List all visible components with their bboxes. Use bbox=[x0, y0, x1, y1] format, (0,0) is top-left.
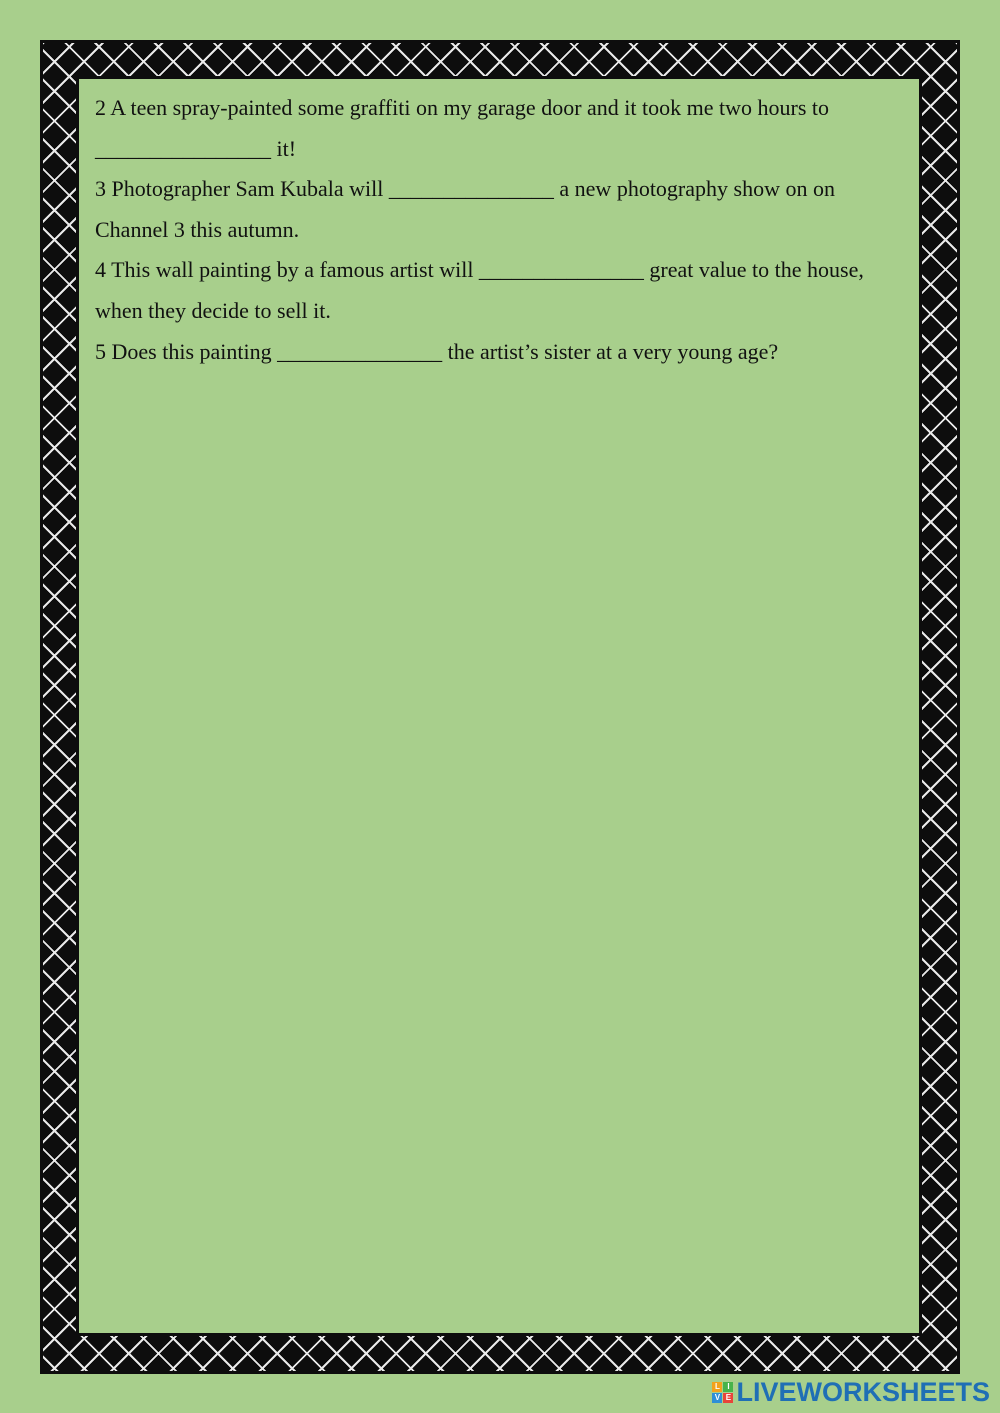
question-3-line-2: Channel 3 this autumn. bbox=[95, 216, 300, 242]
question-3-line-1: 3 Photographer Sam Kubala will _______________ a new photography show on on bbox=[95, 176, 835, 202]
question-5-line-1: 5 Does this painting _______________ the artist’s sister at a very young age? bbox=[95, 338, 779, 364]
question-2-line-2: ________________ it! bbox=[95, 135, 297, 161]
question-2-line-1: 2 A teen spray-painted some graffiti on my garage door and it took me two hours to bbox=[95, 95, 829, 120]
liveworksheets-brand-text: LIVEWORKSHEETS bbox=[736, 1376, 990, 1407]
question-4-line-1: 4 This wall painting by a famous artist will _______________ great value to the house, bbox=[95, 257, 864, 283]
liveworksheets-logo bbox=[712, 1377, 990, 1407]
logo-letter: E bbox=[723, 1393, 733, 1403]
logo-letter: L bbox=[712, 1382, 722, 1392]
worksheet-questions bbox=[95, 88, 920, 372]
logo-letter: V bbox=[712, 1393, 722, 1403]
logo-letter: I bbox=[723, 1382, 733, 1392]
liveworksheets-logo-icon bbox=[712, 1382, 733, 1403]
question-4-line-2: when they decide to sell it. bbox=[95, 297, 331, 323]
